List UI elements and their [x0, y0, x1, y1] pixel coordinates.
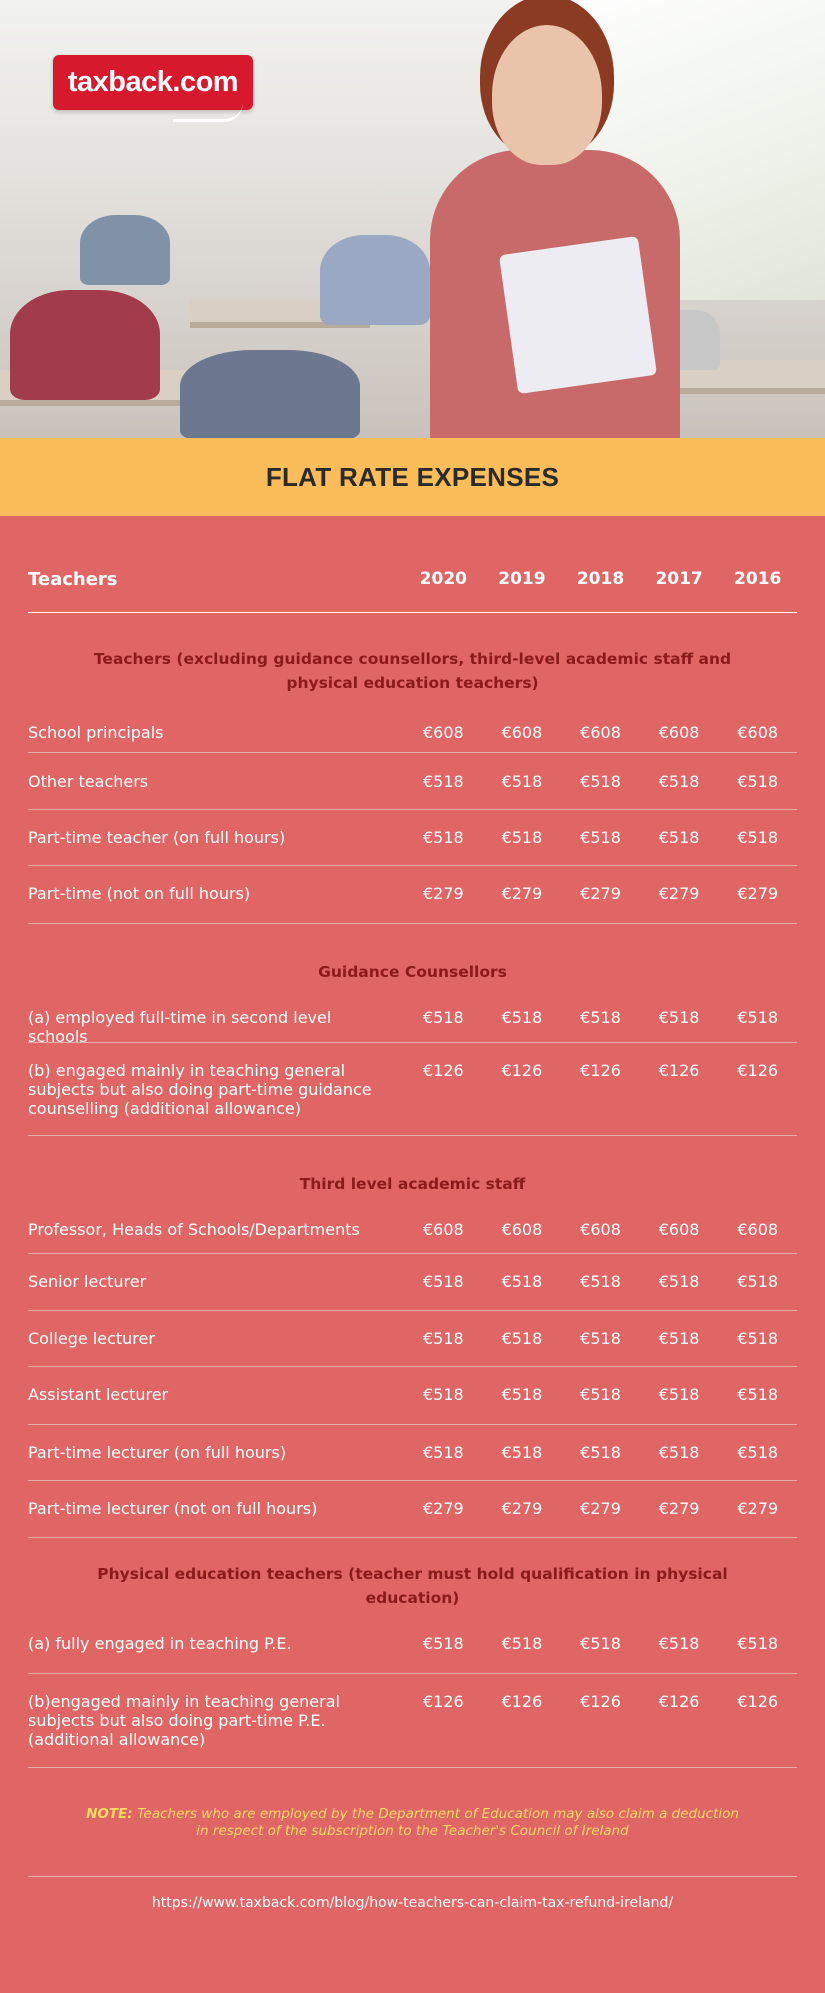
row-value: €279 — [422, 1499, 464, 1518]
table-row — [28, 1311, 797, 1367]
row-value: €518 — [737, 1329, 779, 1348]
year-header: 2018 — [576, 569, 625, 589]
row-label: (b) engaged mainly in teaching general subjects but also doing part-time guidance counselling (additional allowance) — [28, 1061, 372, 1118]
row-value: €518 — [580, 828, 621, 847]
row-value: €518 — [737, 828, 779, 847]
row-value: €126 — [422, 1692, 464, 1711]
row-value: €608 — [501, 1220, 543, 1239]
row-value: €518 — [658, 1634, 700, 1653]
section-title: Teachers (excluding guidance counsellors, third-level academic staff and physical education teachers) — [93, 650, 732, 692]
row-value: €518 — [580, 1385, 621, 1404]
expenses-table — [0, 554, 825, 1911]
row-label: (a) employed full-time in second level schools — [28, 1008, 332, 1046]
table-row — [28, 753, 797, 810]
row-value: €518 — [658, 772, 700, 791]
row-label: Professor, Heads of Schools/Departments — [28, 1220, 360, 1239]
hero-photo — [0, 0, 825, 438]
row-value: €518 — [422, 1443, 464, 1462]
table-row — [28, 810, 797, 866]
row-value: €518 — [658, 828, 700, 847]
logo-text: taxback.com — [67, 66, 239, 98]
row-value: €518 — [737, 772, 779, 791]
row-value: €518 — [422, 1634, 464, 1653]
row-value: €279 — [422, 884, 464, 903]
row-value: €518 — [580, 1443, 621, 1462]
table-header — [28, 554, 797, 613]
row-value: €279 — [501, 1499, 543, 1518]
row-value: €518 — [658, 1329, 700, 1348]
table-row — [28, 1210, 797, 1254]
row-value: €518 — [580, 1272, 621, 1291]
row-value: €518 — [737, 1443, 779, 1462]
row-value: €518 — [580, 1329, 621, 1348]
row-label: Part-time lecturer (on full hours) — [28, 1443, 287, 1462]
row-value: €279 — [737, 884, 779, 903]
row-value: €518 — [737, 1272, 779, 1291]
row-value: €518 — [422, 772, 464, 791]
title-band — [0, 438, 825, 516]
papers — [499, 236, 657, 394]
table-row — [28, 709, 797, 753]
year-header: 2019 — [498, 569, 546, 589]
section-title: Third level academic staff — [299, 1175, 526, 1193]
row-value: €518 — [580, 772, 621, 791]
row-value: €126 — [422, 1061, 464, 1080]
row-value: €518 — [580, 1008, 621, 1027]
row-label: (a) fully engaged in teaching P.E. — [28, 1634, 292, 1653]
row-label: Assistant lecturer — [28, 1385, 169, 1404]
page-title: FLAT RATE EXPENSES — [265, 461, 560, 492]
row-value: €608 — [501, 723, 543, 742]
row-value: €518 — [422, 1385, 464, 1404]
row-value: €608 — [580, 1220, 621, 1239]
row-value: €518 — [501, 772, 543, 791]
row-value: €518 — [501, 1443, 543, 1462]
table-row — [28, 1481, 797, 1538]
row-value: €608 — [422, 723, 464, 742]
footer-divider — [28, 1876, 797, 1877]
table-row — [28, 1624, 797, 1674]
teacher-head — [492, 25, 602, 165]
row-label: School principals — [28, 723, 164, 742]
row-value: €279 — [580, 884, 621, 903]
row-value: €518 — [658, 1385, 700, 1404]
row-label: Part-time lecturer (not on full hours) — [28, 1499, 318, 1518]
year-header: 2016 — [734, 569, 782, 589]
row-value: €518 — [501, 828, 543, 847]
row-value: €518 — [658, 1008, 700, 1027]
table-row — [28, 998, 797, 1046]
row-value: €518 — [658, 1443, 700, 1462]
row-value: €518 — [501, 1385, 543, 1404]
row-value: €126 — [737, 1692, 779, 1711]
row-label: College lecturer — [28, 1329, 155, 1348]
footer-url[interactable]: https://www.taxback.com/blog/how-teachers-can-claim-tax-refund-ireland/ — [151, 1895, 674, 1911]
row-value: €518 — [737, 1008, 779, 1027]
table-row — [28, 866, 797, 924]
table-row — [28, 1043, 797, 1136]
row-label: Part-time (not on full hours) — [28, 884, 251, 903]
row-value: €126 — [580, 1061, 621, 1080]
row-label: Other teachers — [28, 772, 149, 791]
row-value: €518 — [501, 1634, 543, 1653]
note-prefix: NOTE: — [86, 1806, 133, 1822]
row-label: Senior lecturer — [28, 1272, 147, 1291]
year-header: 2020 — [419, 569, 467, 589]
row-value: €126 — [737, 1061, 779, 1080]
logo-swoosh-icon — [173, 103, 243, 122]
student — [80, 215, 170, 285]
row-value: €518 — [422, 1008, 464, 1027]
year-header: 2017 — [655, 569, 703, 589]
section-title: Guidance Counsellors — [318, 963, 507, 981]
note-text: Teachers who are employed by the Department of Education may also claim a deduction in respect of the subscription to the Teacher's Council of Ireland — [136, 1806, 739, 1839]
row-value: €126 — [658, 1692, 700, 1711]
row-value: €126 — [501, 1692, 543, 1711]
row-value: €518 — [422, 1329, 464, 1348]
row-value: €608 — [737, 1220, 779, 1239]
taxback-logo[interactable] — [53, 55, 253, 110]
table-row — [28, 1674, 797, 1768]
row-value: €279 — [737, 1499, 779, 1518]
row-value: €518 — [737, 1634, 779, 1653]
section-title: Physical education teachers (teacher must hold qualification in physical education) — [97, 1565, 728, 1607]
row-value: €518 — [422, 1272, 464, 1291]
row-value: €279 — [658, 884, 700, 903]
table-row — [28, 1425, 797, 1481]
row-value: €279 — [658, 1499, 700, 1518]
row-label: (b)engaged mainly in teaching general subjects but also doing part-time P.E. (additional allowance) — [28, 1692, 340, 1749]
row-value: €608 — [658, 723, 700, 742]
row-value: €126 — [580, 1692, 621, 1711]
row-value: €518 — [422, 828, 464, 847]
row-value: €518 — [501, 1329, 543, 1348]
row-value: €518 — [501, 1272, 543, 1291]
row-value: €518 — [580, 1634, 621, 1653]
row-value: €518 — [658, 1272, 700, 1291]
row-value: €279 — [580, 1499, 621, 1518]
row-label: Part-time teacher (on full hours) — [28, 828, 286, 847]
row-value: €126 — [658, 1061, 700, 1080]
student — [320, 235, 430, 325]
row-value: €608 — [658, 1220, 700, 1239]
table-row — [28, 1367, 797, 1425]
row-value: €518 — [501, 1008, 543, 1027]
student — [180, 350, 360, 438]
student — [10, 290, 160, 400]
table-row — [28, 1254, 797, 1311]
row-value: €608 — [737, 723, 779, 742]
row-value: €608 — [580, 723, 621, 742]
row-value: €126 — [501, 1061, 543, 1080]
row-value: €279 — [501, 884, 543, 903]
row-value: €518 — [737, 1385, 779, 1404]
header-label: Teachers — [28, 568, 118, 590]
note — [28, 1806, 797, 1840]
row-value: €608 — [422, 1220, 464, 1239]
